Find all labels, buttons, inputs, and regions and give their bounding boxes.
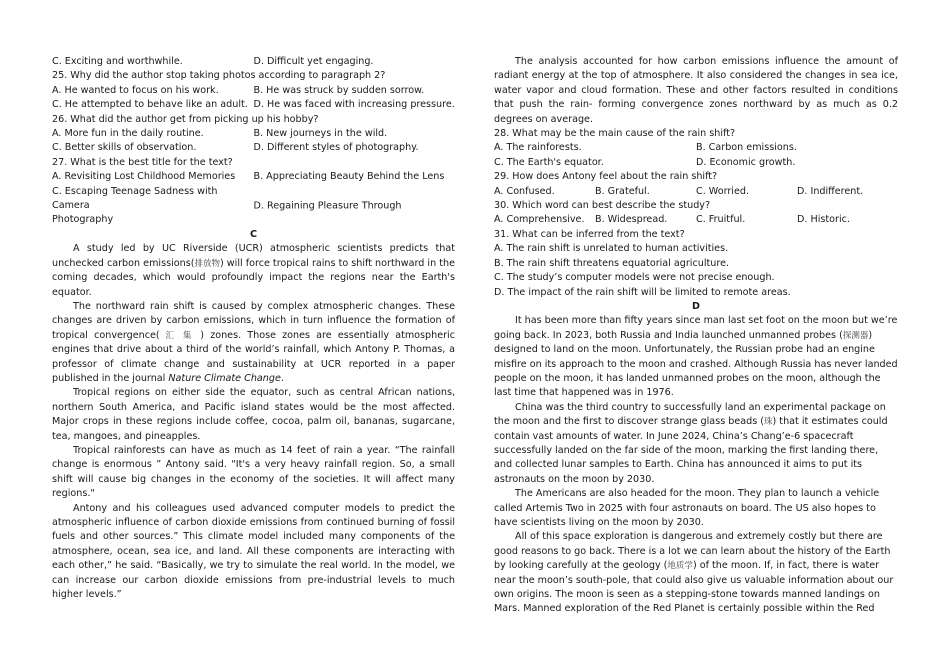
text-segment: ) will force tropical rains to shift northward in the coming decades, which would profoundly impact the regions near the Earth's equator. <box>52 257 455 298</box>
option-c: C. The Earth's equator. <box>494 156 604 168</box>
option-b: B. He was struck by sudden sorrow. <box>253 84 425 96</box>
option-d: D. The impact of the rain shift will be limited to remote areas. <box>494 286 791 298</box>
q24-options-cd <box>52 55 455 69</box>
text-segment: It has been more than fifty years since man last set foot on the moon but we’re going back. In 2023, both Russia and India launched unmanned probes ( <box>494 315 898 341</box>
option-a: A. Revisiting Lost Childhood Memories <box>52 171 236 183</box>
chinese-gloss: 珠 <box>764 417 773 428</box>
option-d: D. Difficult yet engaging. <box>253 56 374 67</box>
passage-d-paragraph-4 <box>494 530 898 616</box>
text-segment: ) of the moon. If, in fact, there is water near the moon’s south-pole, that could also give us valuable information about our own origins. The moon is seen as a stepping-stone towards manned landings on Mars. Manned exploration of the Red Planet is certainly possible within the Red <box>494 560 894 615</box>
option-a: A. He wanted to focus on his work. <box>52 84 219 96</box>
text-segment: China was the third country to successfully land an experimental package on the moon and the first to discover strange glass beads ( <box>494 401 886 428</box>
question-29-stem: 29. How does Antony feel about the rain shift? <box>494 171 718 183</box>
text-segment: . <box>280 372 284 384</box>
q25-options-ab <box>52 84 455 98</box>
question-30-stem: 30. Which word can best describe the study? <box>494 200 711 212</box>
option-c: C. The study’s computer models were not precise enough. <box>494 272 775 284</box>
passage-c-paragraph-6: The analysis accounted for how carbon emissions influence the amount of radiant energy at the top of atmosphere. It also considered the changes in sea ice, water vapor and cloud formation. These and other factors resulted in conditions that push the rain- forming convergence zones northward by as much as 0.2 degrees on average. <box>494 56 898 125</box>
question-26-stem: 26. What did the author get from picking up his hobby? <box>52 113 319 125</box>
option-c: C. Fruitful. <box>696 214 746 226</box>
text-segment: ) zones. Those zones are essentially atmospheric engines that drive about a third of the world’s rainfall, which Antony P. Thomas, a professor of climate change and sustainability at UCR reported in a paper published in the journal <box>52 329 456 384</box>
passage-c-paragraph-3: Tropical regions on either side the equator, such as central African nations, northern South America, and Pacific island states would be the most affected. Major crops in these regions include coffee, cocoa, palm oil, bananas, sugarcane, tea, mangoes, and pineapples. <box>52 387 455 442</box>
q29-options <box>494 185 898 199</box>
q28-options-cd <box>494 156 898 170</box>
option-b: B. Appreciating Beauty Behind the Lens <box>253 171 445 183</box>
q27-options-ab <box>52 170 455 184</box>
q26-options-cd <box>52 141 455 155</box>
text-segment: The northward rain shift is caused by complex atmospheric changes. These changes are driven by carbon emissions, which in turn influence the formation of tropical convergence( <box>52 300 455 341</box>
chinese-gloss: 探测器 <box>842 330 869 341</box>
option-d: D. Regaining Pleasure Through Photography <box>52 200 402 226</box>
text-segment: ) that it estimates could contain vast amounts of water. In June 2024, China’s Chang’e-6 spacecraft successfully landed on the far side of the moon, marking the first landing there, and collected lunar samples to Earth. China has announced it aims to put its astronauts on the moon by 2030. <box>494 416 888 485</box>
option-a: A. More fun in the daily routine. <box>52 128 204 140</box>
section-heading-c: C <box>249 228 258 240</box>
q25-options-cd <box>52 98 455 112</box>
text-segment: A study led by UC Riverside (UCR) atmospheric scientists predicts that unchecked carbon emissions( <box>52 243 455 269</box>
option-c: C. Worried. <box>696 185 750 197</box>
text-segment: All of this space exploration is dangerous and extremely costly but there are good reasons to go back. There is a lot we can learn about the history of the Earth by looking carefully at the geology ( <box>494 531 891 572</box>
option-c: C. He attempted to behave like an adult. <box>52 99 248 111</box>
option-d: D. Economic growth. <box>696 156 796 168</box>
option-d: D. Indifferent. <box>797 185 864 197</box>
question-25-stem: 25. Why did the author stop taking photos according to paragraph 2? <box>52 70 386 82</box>
passage-d-paragraph-3: The Americans are also headed for the moon. They plan to launch a vehicle called Artemis Two in 2025 with four astronauts on board. The US also hopes to have scientists living on the moon by 2030. <box>494 488 880 528</box>
option-d: D. Different styles of photography. <box>253 142 419 154</box>
text-segment: ) designed to land on the moon. Unfortunately, the Russian probe had an engine misfire on its approach to the moon and crashed. Although Russia has never landed people on the moon, it has landed unmanned probes on the moon, although the last time that happened was in 1976. <box>494 329 898 399</box>
chinese-gloss: 排放物 <box>194 258 220 269</box>
q26-options-ab <box>52 127 455 141</box>
option-b: B. The rain shift threatens equatorial agriculture. <box>494 257 730 269</box>
passage-d-paragraph-2 <box>494 401 898 487</box>
question-27-stem: 27. What is the best title for the text? <box>52 156 233 168</box>
option-a: A. Confused. <box>494 185 555 197</box>
option-b: B. Widespread. <box>595 214 668 226</box>
option-d: D. Historic. <box>797 214 850 226</box>
passage-c-paragraph-2 <box>52 300 455 386</box>
option-b: B. Carbon emissions. <box>696 142 797 154</box>
question-28-stem: 28. What may be the main cause of the rain shift? <box>494 128 736 140</box>
passage-d-paragraph-1 <box>494 314 898 400</box>
option-d: D. He was faced with increasing pressure. <box>253 99 455 111</box>
option-c: C. Escaping Teenage Sadness with Camera <box>52 185 218 212</box>
chinese-gloss: 汇 集 <box>159 330 201 341</box>
option-c: C. Better skills of observation. <box>52 142 197 154</box>
passage-c-paragraph-5: Antony and his colleagues used advanced computer models to predict the atmospheric influence of carbon dioxide emissions from continued burning of fossil fuels and other sources.” This climate model included many components of the atmosphere, ocean, sea ice, and land. All these components are interacting with each other,” he said. “Basically, we try to simulate the real world. In the model, we can increase our carbon dioxide emissions from pre-industrial levels to much higher levels.” <box>52 502 455 601</box>
option-b: B. Grateful. <box>595 185 650 197</box>
question-31-stem: 31. What can be inferred from the text? <box>494 228 685 240</box>
q28-options-ab <box>494 141 898 155</box>
q27-options-cd <box>52 185 455 228</box>
left-column <box>52 55 455 602</box>
section-heading-d: D <box>692 300 700 312</box>
right-column <box>494 55 898 617</box>
passage-c-paragraph-4: Tropical rainforests can have as much as 14 feet of rain a year. “The rainfall change is enormous ” Antony said. "It's a very heavy rainfall region. So, a small shift will cause big changes in the economy of the societies. It will affect many regions." <box>52 444 455 500</box>
journal-name: Nature Climate Change <box>168 372 281 384</box>
option-a: A. The rain shift is unrelated to human activities. <box>494 243 729 255</box>
option-b: B. New journeys in the wild. <box>253 128 388 140</box>
q30-options <box>494 213 898 227</box>
chinese-gloss: 地质学 <box>667 561 693 572</box>
option-a: A. The rainforests. <box>494 142 582 154</box>
option-c: C. Exciting and worthwhile. <box>52 56 183 67</box>
passage-c-paragraph-1 <box>52 242 455 300</box>
option-a: A. Comprehensive. <box>494 214 585 226</box>
